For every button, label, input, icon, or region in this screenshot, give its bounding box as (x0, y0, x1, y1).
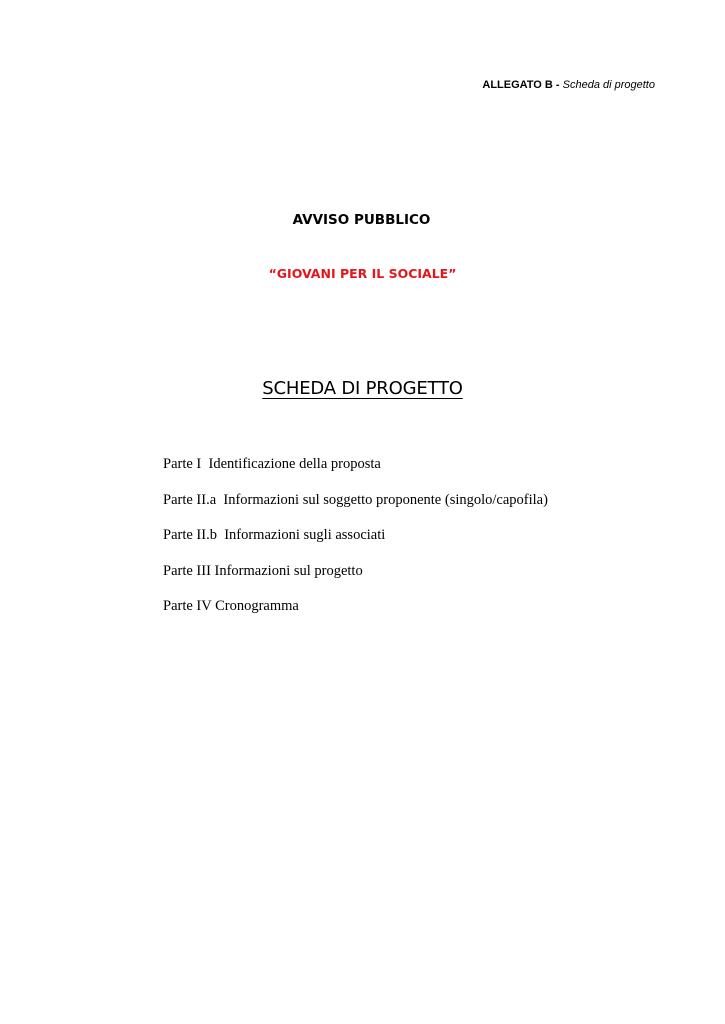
page-title (0, 378, 725, 399)
toc-item-part-2a: Parte II.a Informazioni sul soggetto proponente (singolo/capofila) (163, 491, 548, 508)
attachment-label: ALLEGATO B - (482, 79, 560, 91)
page-header (482, 79, 655, 91)
toc-item-part-4: Parte IV Cronogramma (163, 598, 299, 614)
notice-name: “GIOVANI PER IL SOCIALE” (268, 266, 457, 281)
page-title-text: SCHEDA DI PROGETTO (262, 378, 463, 399)
toc-item-part-2b: Parte II.b Informazioni sugli associati (163, 527, 386, 543)
toc-item-part-3: Parte III Informazioni sul progetto (163, 562, 363, 579)
toc-item-part-1: Parte I Identificazione della proposta (163, 456, 381, 472)
notice-type-text: AVVISO PUBBLICO (292, 212, 431, 228)
attachment-subtitle: Scheda di progetto (562, 79, 655, 91)
table-of-contents (163, 456, 548, 634)
notice-type (0, 212, 725, 228)
